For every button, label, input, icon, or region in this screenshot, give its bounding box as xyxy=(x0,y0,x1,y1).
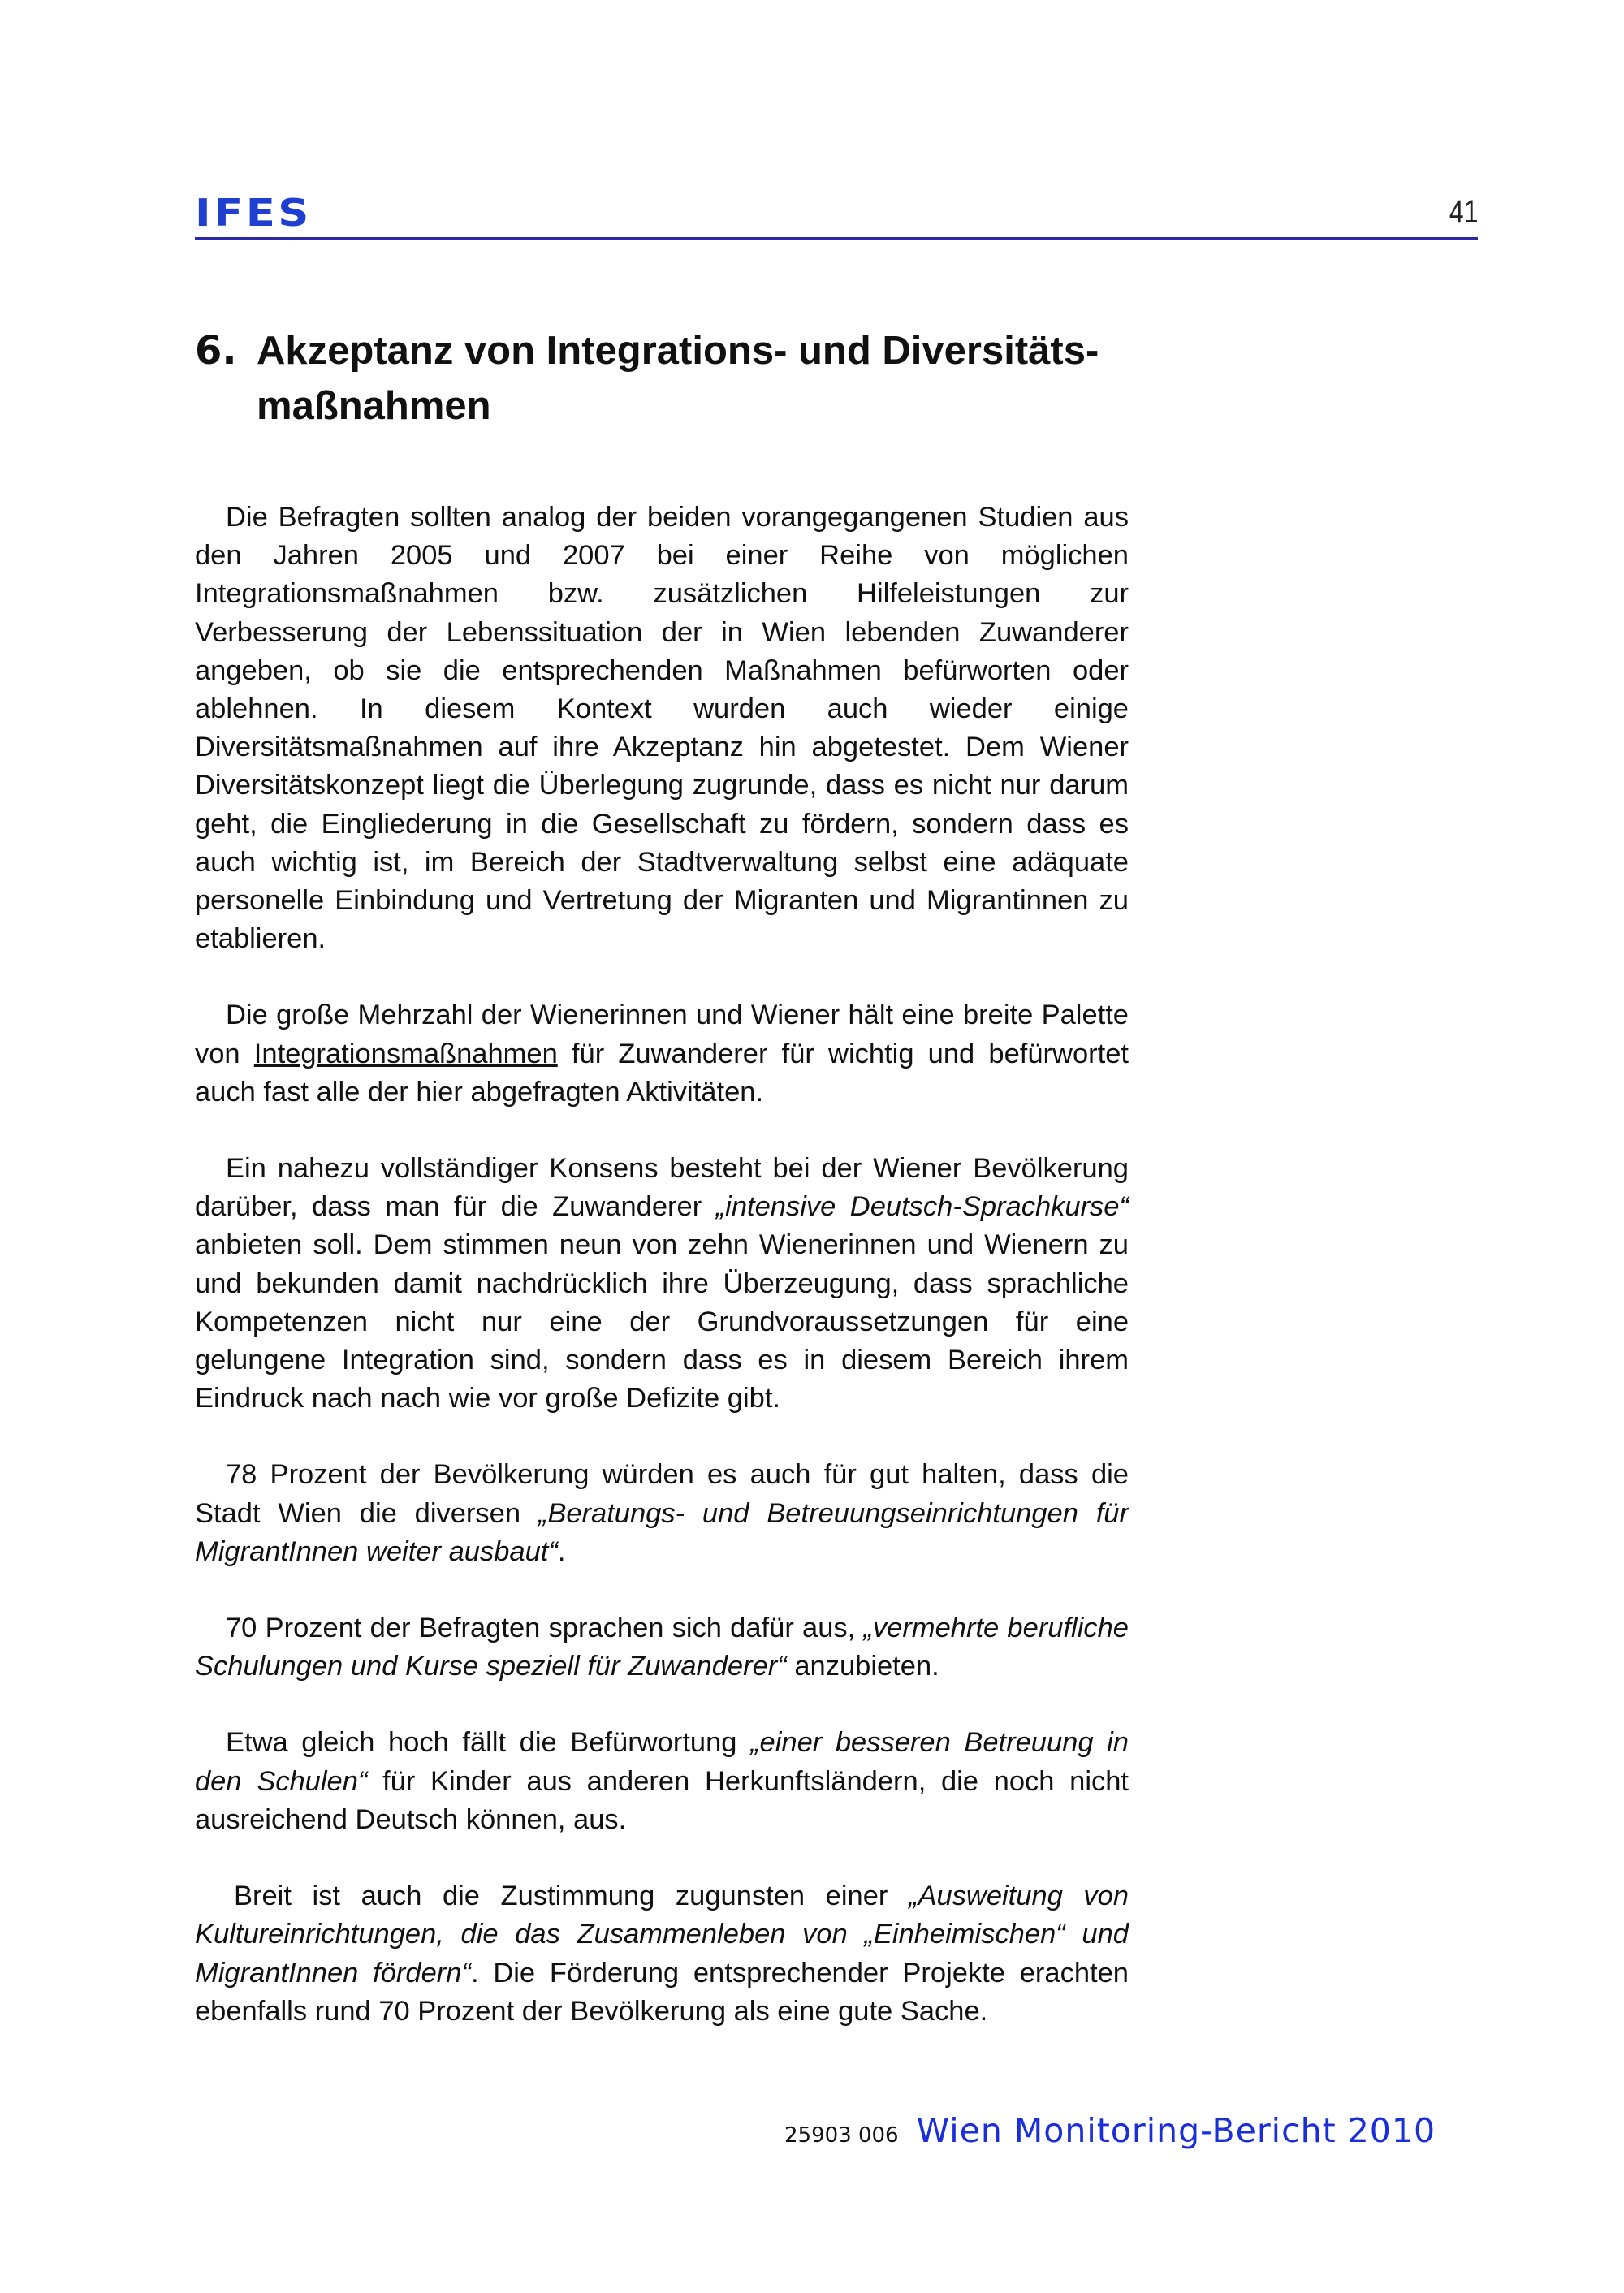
paragraph-7-quote: „Ausweitung von Kultureinrichtungen, die das Zusammenleben von „Einheimischen“ und MigrantInnen fördern“ xyxy=(195,1881,1129,1989)
paragraph-5-post: anzubieten. xyxy=(786,1651,939,1682)
section-heading xyxy=(195,323,1169,434)
paragraph-2-underlined: Integrationsmaßnahmen xyxy=(253,1038,558,1069)
paragraph-6-pre: Etwa gleich hoch fällt die Befürwortung xyxy=(226,1727,751,1759)
paragraph-5-pre: 70 Prozent der Befragten sprachen sich dafür aus, xyxy=(226,1613,864,1644)
section-title-line1: Akzeptanz von Integrations- und Diversitäts- xyxy=(257,329,1099,373)
paragraph-1-text: Die Befragten sollten analog der beiden vorangegangenen Studien aus den Jahren 2005 und 2007 bei einer Reihe von möglichen Integrationsmaßnahmen bzw. zusätzlichen Hilfeleistungen zur Verbesserung der Lebenssituation der in Wien lebenden Zuwanderer angeben, ob sie die entsprechenden Maßnahmen befürworten oder ablehnen. In diesem Kontext wurden auch wieder einige Diversitätsmaßnahmen auf ihre Akzeptanz hin abgetestet. Dem Wiener Diversitätskonzept liegt die Überlegung zugrunde, dass es nicht nur darum geht, die Eingliederung in die Gesellschaft zu fördern, sondern dass es auch wichtig ist, im Bereich der Stadtverwaltung selbst eine adäquate personelle Einbindung und Vertretung der Migranten und Migrantinnen zu etablieren. xyxy=(195,502,1129,955)
paragraph-2 xyxy=(195,996,1129,1112)
paragraph-6-post: für Kinder aus anderen Herkunftsländern, die noch nicht ausreichend Deutsch können, aus. xyxy=(195,1765,1129,1835)
report-code: 25903 006 xyxy=(784,2123,899,2148)
ifes-logo: IFES xyxy=(195,191,312,235)
page-header xyxy=(195,192,1478,240)
paragraph-2-pre: Die große Mehrzahl der Wienerinnen und Wiener hält eine breite Palette von xyxy=(195,1000,1129,1069)
paragraph-5 xyxy=(195,1609,1129,1686)
paragraph-4 xyxy=(195,1456,1129,1571)
body-text xyxy=(195,499,1129,2069)
section-number: 6. xyxy=(195,328,237,374)
paragraph-7-post: . Die Förderung entsprechender Projekte erachten ebenfalls rund 70 Prozent der Bevölkerung als eine gute Sache. xyxy=(195,1957,1129,2027)
paragraph-3-post: anbieten soll. Dem stimmen neun von zehn Wienerinnen und Wienern zu und bekunden damit nachdrücklich ihre Überzeugung, dass sprachliche Kompetenzen nicht nur eine der Grundvoraussetzungen für eine gelungene Integration sind, sondern dass es in diesem Bereich ihrem Eindruck nach nach wie vor große Defizite gibt. xyxy=(195,1229,1129,1414)
page-footer xyxy=(784,2111,1436,2150)
paragraph-3 xyxy=(195,1150,1129,1418)
report-title: Wien Monitoring-Bericht 2010 xyxy=(916,2111,1436,2150)
paragraph-5-quote: „vermehrte berufliche Schulungen und Kurse speziell für Zuwanderer“ xyxy=(195,1613,1129,1682)
paragraph-4-post: . xyxy=(557,1535,566,1567)
paragraph-6-quote: „einer besseren Betreuung in den Schulen“ xyxy=(195,1727,1129,1797)
paragraph-3-pre: Ein nahezu vollständiger Konsens besteht bei der Wiener Bevölkerung darüber, dass man für die Zuwanderer xyxy=(195,1153,1129,1223)
paragraph-7-pre: Breit ist auch die Zustimmung zugunsten einer xyxy=(234,1881,909,1912)
paragraph-2-post: für Zuwanderer für wichtig und befürwortet auch fast alle der hier abgefragten Aktivitäten. xyxy=(195,1038,1129,1108)
paragraph-7 xyxy=(195,1877,1129,2031)
paragraph-1 xyxy=(195,499,1129,958)
paragraph-6 xyxy=(195,1724,1129,1839)
page-number: 41 xyxy=(1449,194,1478,230)
paragraph-4-pre: 78 Prozent der Bevölkerung würden es auch für gut halten, dass die Stadt Wien die diversen xyxy=(195,1459,1129,1529)
section-title-line2: maßnahmen xyxy=(257,384,491,428)
paragraph-4-quote: „Beratungs- und Betreuungseinrichtungen für MigrantInnen weiter ausbaut“ xyxy=(195,1497,1129,1567)
paragraph-3-quote: „intensive Deutsch-Sprachkurse“ xyxy=(715,1191,1129,1223)
